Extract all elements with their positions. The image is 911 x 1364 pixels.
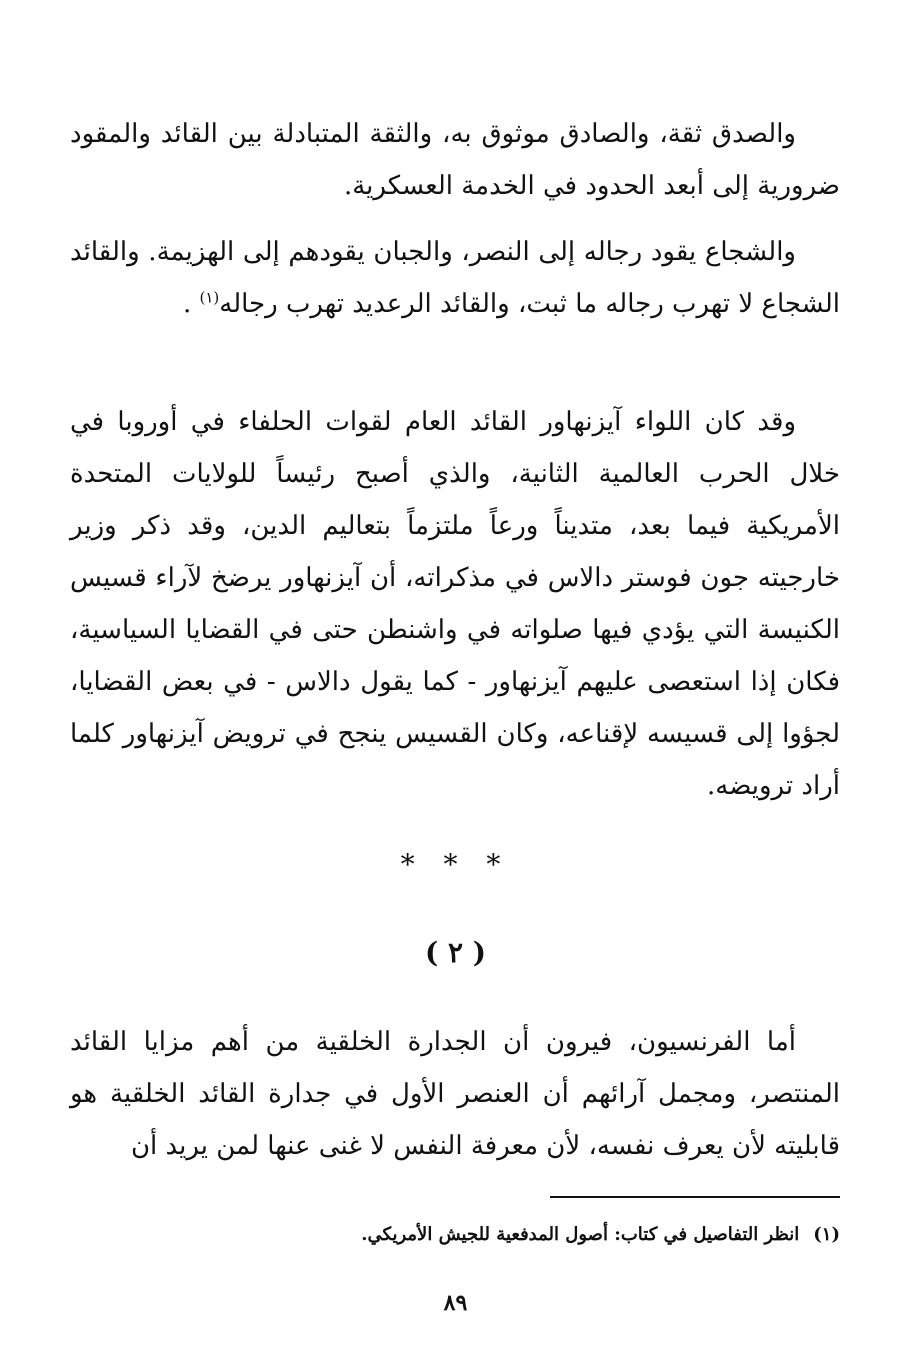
section-number: ( ٢ ): [424, 936, 487, 969]
section-separator: * * *: [400, 848, 511, 881]
paragraph-courage: [70, 226, 840, 330]
paragraph-eisenhower: [70, 396, 840, 812]
footnote-text: انظر التفاصيل في كتاب: أصول المدفعية للجيش الأمريكي.: [361, 1224, 800, 1245]
paragraph-text: والصدق ثقة، والصادق موثوق به، والثقة المتبادلة بين القائد والمقود ضرورية إلى أبعد الحدود في الخدمة العسكرية.: [70, 119, 840, 201]
paragraph-text: أما الفرنسيون، فيرون أن الجدارة الخلقية من أهم مزايا القائد المنتصر، ومجمل آرائهم أن العنصر الأول في جدارة القائد الخلقية هو قابليته لأن يعرف نفسه، لأن معرفة النفس لا غنى عنها لمن يريد أن: [70, 1027, 840, 1161]
paragraph-text: [70, 226, 840, 330]
paragraph-end-mark: .: [182, 289, 192, 319]
footnote: [70, 1220, 840, 1250]
paragraph-body: والشجاع يقود رجاله إلى النصر، والجبان يقودهم إلى الهزيمة. والقائد الشجاع لا تهرب رجاله ما ثبت، والقائد الرعديد تهرب رجاله: [70, 237, 840, 319]
footnote-number: (١): [813, 1224, 840, 1245]
page-number: ٨٩: [443, 1290, 468, 1316]
footnote-reference[interactable]: (١): [199, 288, 220, 307]
paragraph-text: وقد كان اللواء آيزنهاور القائد العام لقوات الحلفاء في أوروبا في خلال الحرب العالمية الثانية، والذي أصبح رئيساً للولايات المتحدة الأمريكية فيما بعد، متديناً ورعاً ملتزماً بتعاليم الدين، وقد ذكر وزير خارجيته جون فوستر دالاس في مذكراته، أن آيزنهاور يرضخ لآراء قسيس الكنيسة التي يؤدي فيها صلواته في واشنطن حتى في القضايا السياسية، فكان إذا استعصى عليهم آيزنهاور - كما يقول دالاس - في بعض القضايا، لجؤوا إلى قسيسه لإقناعه، وكان القسيس ينجح في ترويض آيزنهاور كلما أراد ترويضه.: [70, 407, 840, 801]
footnote-divider: [550, 1196, 840, 1198]
paragraph-french: [70, 1016, 840, 1172]
paragraph-honesty: [70, 108, 840, 212]
